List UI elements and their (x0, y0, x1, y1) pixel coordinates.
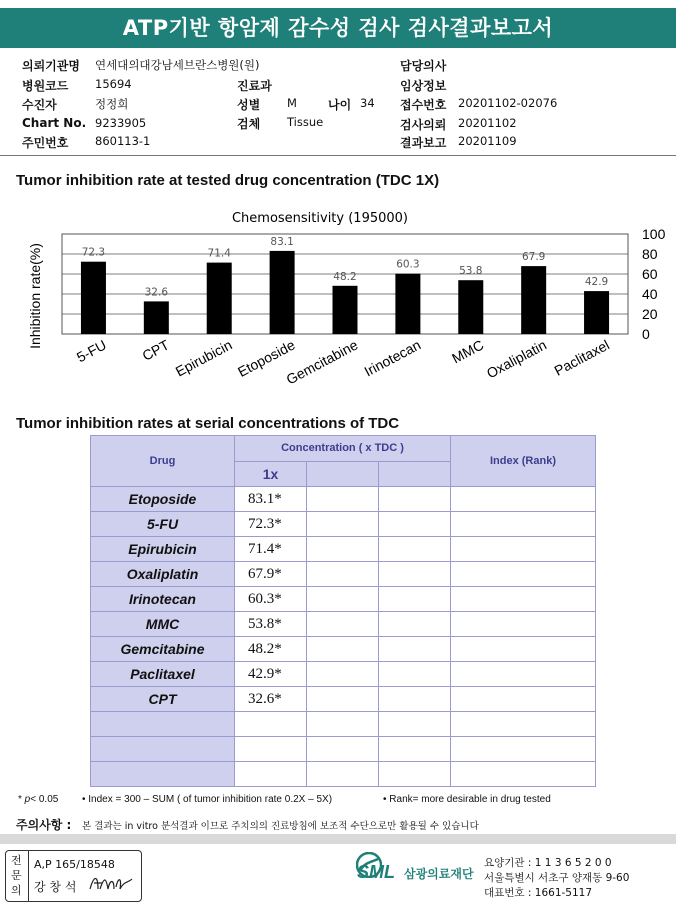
x-tick-label: Oxaliplatin (483, 336, 550, 382)
table-row (91, 612, 596, 637)
empty-cell (379, 762, 451, 787)
report-title-bar (0, 8, 676, 48)
empty-concentration-cell (379, 687, 451, 712)
empty-concentration-cell (379, 612, 451, 637)
empty-concentration-cell (379, 512, 451, 537)
table-row (91, 537, 596, 562)
index-rank-cell (451, 612, 596, 637)
empty-concentration-cell (307, 487, 379, 512)
specialist-signature-box (5, 850, 142, 902)
table-row (91, 487, 596, 512)
org-code: 요양기관 : 1 1 3 6 5 2 0 0 (484, 857, 612, 869)
bar-value-label: 32.6 (144, 286, 169, 299)
age-label: 나이 (328, 98, 352, 112)
x-tick-label: 5-FU (73, 336, 109, 366)
sex-label: 성별 (237, 98, 261, 112)
hospital-code-label: 병원코드 (22, 79, 69, 93)
x-tick-label: Etoposide (235, 336, 298, 380)
table-row (91, 687, 596, 712)
empty-concentration-cell (307, 537, 379, 562)
index-rank-cell (451, 562, 596, 587)
inhibition-value-1x: 53.8* (235, 612, 307, 637)
index-rank-cell (451, 637, 596, 662)
empty-drug-cell (91, 712, 235, 737)
drug-name: CPT (91, 687, 235, 712)
x-tick-label: Irinotecan (361, 336, 424, 380)
bar (395, 274, 420, 334)
empty-drug-cell (91, 737, 235, 762)
section1-title: Tumor inhibition rate at tested drug concentration (TDC 1X) (16, 172, 440, 189)
concentration-header-blank (307, 461, 379, 487)
table-row (91, 637, 596, 662)
handwritten-signature (88, 871, 134, 895)
index-note: • Index = 300 – SUM ( of tumor inhibition rate 0.2X – 5X) (82, 794, 333, 805)
org-address: 서울특별시 서초구 양재동 9-60 (484, 872, 630, 884)
empty-cell (307, 762, 379, 787)
empty-concentration-cell (379, 587, 451, 612)
sex-value: M (287, 96, 297, 110)
drug-name: Irinotecan (91, 587, 235, 612)
concentration-header-blank (379, 461, 451, 487)
rank-note: • Rank= more desirable in drug tested (383, 794, 551, 805)
bar-value-label: 48.2 (333, 270, 357, 283)
inhibition-value-1x: 60.3* (235, 587, 307, 612)
y-tick-label: 20 (642, 306, 658, 322)
section2-title: Tumor inhibition rates at serial concentrations of TDC (16, 415, 400, 432)
age-value: 34 (360, 96, 375, 110)
empty-cell (379, 712, 451, 737)
empty-concentration-cell (307, 562, 379, 587)
table-row-empty (91, 712, 596, 737)
empty-cell (235, 762, 307, 787)
empty-cell (307, 712, 379, 737)
y-tick-label: 40 (642, 286, 658, 302)
inhibition-value-1x: 32.6* (235, 687, 307, 712)
inhibition-value-1x: 67.9* (235, 562, 307, 587)
bar-value-label: 42.9 (584, 276, 609, 289)
drug-name: Etoposide (91, 487, 235, 512)
bar (81, 262, 106, 334)
table-row (91, 512, 596, 537)
table-row-empty (91, 762, 596, 787)
empty-cell (379, 737, 451, 762)
empty-cell (451, 712, 596, 737)
bar-value-label: 71.4 (207, 247, 231, 260)
receiver-value: 정정희 (95, 97, 129, 111)
empty-cell (235, 712, 307, 737)
bar (270, 251, 295, 334)
index-rank-cell (451, 537, 596, 562)
table-row (91, 562, 596, 587)
report-date-label: 결과보고 (400, 136, 447, 150)
specimen-value: Tissue (287, 115, 324, 129)
caution-label: 주의사항 : (16, 818, 72, 832)
x-tick-label: MMC (449, 336, 487, 367)
org-phone: 대표번호 : 1661-5117 (484, 887, 593, 899)
chart-no-value: 9233905 (95, 116, 147, 130)
results-table (90, 435, 596, 787)
index-rank-cell (451, 512, 596, 537)
inhibition-value-1x: 83.1* (235, 487, 307, 512)
specialist-label-cell (6, 851, 29, 901)
institution-label: 의뢰기관명 (22, 59, 80, 73)
inhibition-value-1x: 71.4* (235, 537, 307, 562)
drug-name: Paclitaxel (91, 662, 235, 687)
drug-name: Epirubicin (91, 537, 235, 562)
info-divider (0, 155, 676, 156)
caution-text: 본 결과는 in vitro 분석결과 이므로 주치의의 진료방침에 보조적 수단으로만 활용될 수 있습니다 (82, 821, 479, 832)
chart-ylabel: Inhibition rate(%) (27, 243, 43, 349)
x-tick-label: Epirubicin (172, 336, 235, 380)
drug-name: 5-FU (91, 512, 235, 537)
department-label: 진료과 (237, 79, 272, 93)
bar-value-label: 72.3 (81, 246, 106, 259)
empty-concentration-cell (379, 637, 451, 662)
empty-concentration-cell (379, 662, 451, 687)
bar (458, 280, 483, 334)
chemosensitivity-chart (0, 200, 676, 400)
empty-concentration-cell (307, 612, 379, 637)
bar (207, 263, 232, 334)
institution-value: 연세대의대강남세브란스병원(원) (95, 58, 260, 72)
accession-label: 접수번호 (400, 98, 447, 112)
report-date-value: 20201109 (458, 134, 517, 148)
bar-value-label: 60.3 (396, 258, 420, 271)
empty-cell (451, 762, 596, 787)
concentration-1x-header: 1x (235, 461, 307, 487)
table-row (91, 587, 596, 612)
index-rank-cell (451, 662, 596, 687)
report-title: ATP기반 항암제 감수성 검사 검사결과보고서 (122, 16, 554, 40)
p-value-note: * p< 0.05 (18, 794, 59, 805)
rrn-value: 860113-1 (95, 134, 151, 148)
specialist-label: 전문의 (11, 854, 22, 897)
bar (584, 291, 609, 334)
drug-header: Drug (91, 436, 235, 487)
ap-number: A,P 165/18548 (34, 858, 115, 871)
specimen-label: 검체 (237, 117, 261, 131)
bar (333, 286, 358, 334)
bar-value-label: 53.8 (459, 265, 483, 278)
index-rank-header: Index (Rank) (451, 436, 596, 487)
empty-cell (307, 737, 379, 762)
empty-drug-cell (91, 762, 235, 787)
bar (521, 266, 546, 334)
drug-name: MMC (91, 612, 235, 637)
clinical-label: 임상정보 (400, 79, 447, 93)
empty-cell (451, 737, 596, 762)
bar-value-label: 67.9 (521, 251, 546, 264)
empty-concentration-cell (307, 687, 379, 712)
chart-title: Chemosensitivity (195000) (231, 211, 409, 226)
rrn-label: 주민번호 (22, 136, 69, 150)
bar-value-label: 83.1 (270, 235, 294, 248)
empty-concentration-cell (307, 662, 379, 687)
empty-concentration-cell (379, 562, 451, 587)
chart-no-label: Chart No. (22, 116, 87, 130)
table-row-empty (91, 737, 596, 762)
empty-cell (235, 737, 307, 762)
concentration-header: Concentration ( x TDC ) (235, 436, 451, 462)
x-tick-label: CPT (139, 336, 172, 364)
empty-concentration-cell (379, 487, 451, 512)
drug-name: Gemcitabine (91, 637, 235, 662)
doctor-label: 담당의사 (400, 59, 447, 73)
empty-concentration-cell (307, 512, 379, 537)
table-row (91, 662, 596, 687)
doctor-name: 강 창 석 (34, 880, 77, 894)
y-tick-label: 80 (642, 246, 658, 262)
org-name: 삼광의료재단 (404, 867, 474, 881)
inhibition-value-1x: 72.3* (235, 512, 307, 537)
bar (144, 301, 169, 334)
y-tick-label: 100 (642, 226, 666, 242)
footer-band (0, 834, 676, 844)
empty-concentration-cell (379, 537, 451, 562)
y-tick-label: 60 (642, 266, 658, 282)
index-rank-cell (451, 587, 596, 612)
x-tick-label: Gemcitabine (283, 336, 361, 388)
y-tick-label: 0 (642, 326, 650, 342)
index-rank-cell (451, 687, 596, 712)
x-tick-label: Paclitaxel (551, 336, 612, 379)
inhibition-value-1x: 42.9* (235, 662, 307, 687)
sml-logo-text: SML (357, 862, 395, 882)
hospital-code-value: 15694 (95, 77, 132, 91)
empty-concentration-cell (307, 637, 379, 662)
accession-value: 20201102-02076 (458, 96, 558, 110)
index-rank-cell (451, 487, 596, 512)
inhibition-value-1x: 48.2* (235, 637, 307, 662)
drug-name: Oxaliplatin (91, 562, 235, 587)
receiver-label: 수진자 (22, 98, 57, 112)
request-date-value: 20201102 (458, 116, 517, 130)
request-date-label: 검사의뢰 (400, 118, 447, 132)
empty-concentration-cell (307, 587, 379, 612)
